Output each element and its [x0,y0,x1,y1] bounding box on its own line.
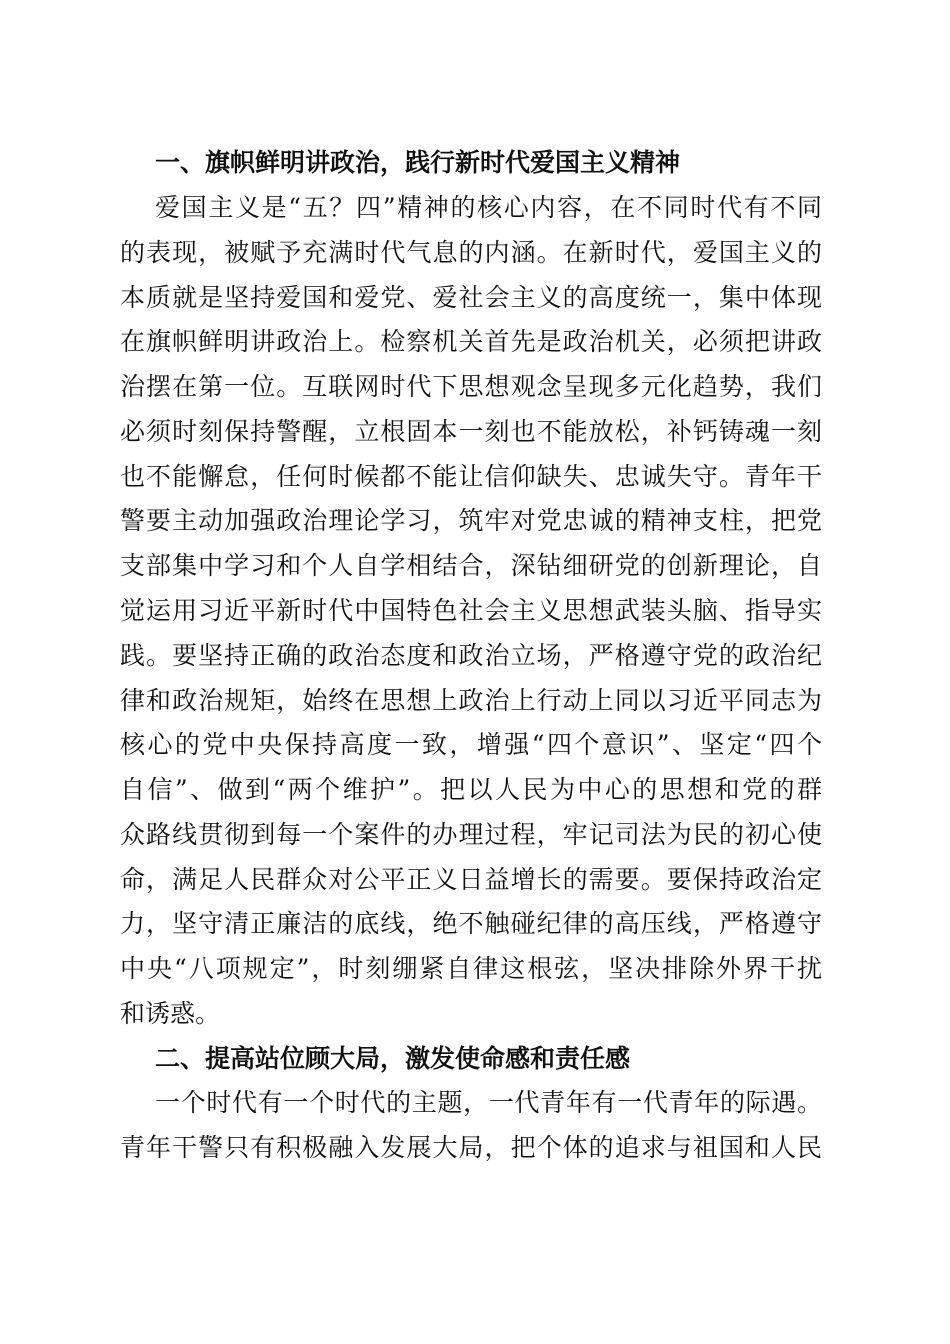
paragraph-line: 必须时刻保持警醒，立根固本一刻也不能放松，补钙铸魂一刻 [120,417,822,446]
paragraph-line: 践。要坚持正确的政治态度和政治立场，严格遵守党的政治纪 [120,641,822,670]
paragraph-line: 警要主动加强政治理论学习，筑牢对党忠诚的精神支柱，把党 [120,506,822,535]
paragraph-line: 律和政治规矩，始终在思想上政治上行动上同以习近平同志为 [120,686,822,715]
paragraph-line: 力，坚守清正廉洁的底线，绝不触碰纪律的高压线，严格遵守 [120,909,822,938]
paragraph-line: 命，满足人民群众对公平正义日益增长的需要。要保持政治定 [120,865,822,894]
paragraph-line: 本质就是坚持爱国和爱党、爱社会主义的高度统一，集中体现 [120,283,822,312]
paragraph-line: 自信”、做到“两个维护”。把以人民为中心的思想和党的群 [120,775,822,804]
paragraph-line: 的表现，被赋予充满时代气息的内涵。在新时代，爱国主义的 [120,238,822,267]
paragraph-line: 众路线贯彻到每一个案件的办理过程，牢记司法为民的初心使 [120,820,822,849]
paragraph-line: 爱国主义是“五？四”精神的核心内容，在不同时代有不同 [155,193,822,222]
paragraph-line: 一个时代有一个时代的主题，一代青年有一代青年的际遇。 [155,1088,822,1117]
section-heading: 一、旗帜鲜明讲政治，践行新时代爱国主义精神 [155,148,681,177]
paragraph-line: 在旗帜鲜明讲政治上。检察机关首先是政治机关，必须把讲政 [120,327,822,356]
paragraph-line: 也不能懈怠，任何时候都不能让信仰缺失、忠诚失守。青年干 [120,462,822,491]
section-heading: 二、提高站位顾大局，激发使命感和责任感 [155,1044,631,1073]
paragraph-line: 治摆在第一位。互联网时代下思想观念呈现多元化趋势，我们 [120,372,822,401]
paragraph-line: 觉运用习近平新时代中国特色社会主义思想武装头脑、指导实 [120,596,822,625]
paragraph-line: 中央“八项规定”，时刻绷紧自律这根弦，坚决排除外界干扰 [120,954,822,983]
paragraph-line: 青年干警只有积极融入发展大局，把个体的追求与祖国和人民 [120,1133,822,1162]
paragraph-line: 和诱惑。 [120,999,221,1028]
paragraph-line: 核心的党中央保持高度一致，增强“四个意识”、坚定“四个 [120,730,822,759]
paragraph-line: 支部集中学习和个人自学相结合，深钻细研党的创新理论，自 [120,551,822,580]
